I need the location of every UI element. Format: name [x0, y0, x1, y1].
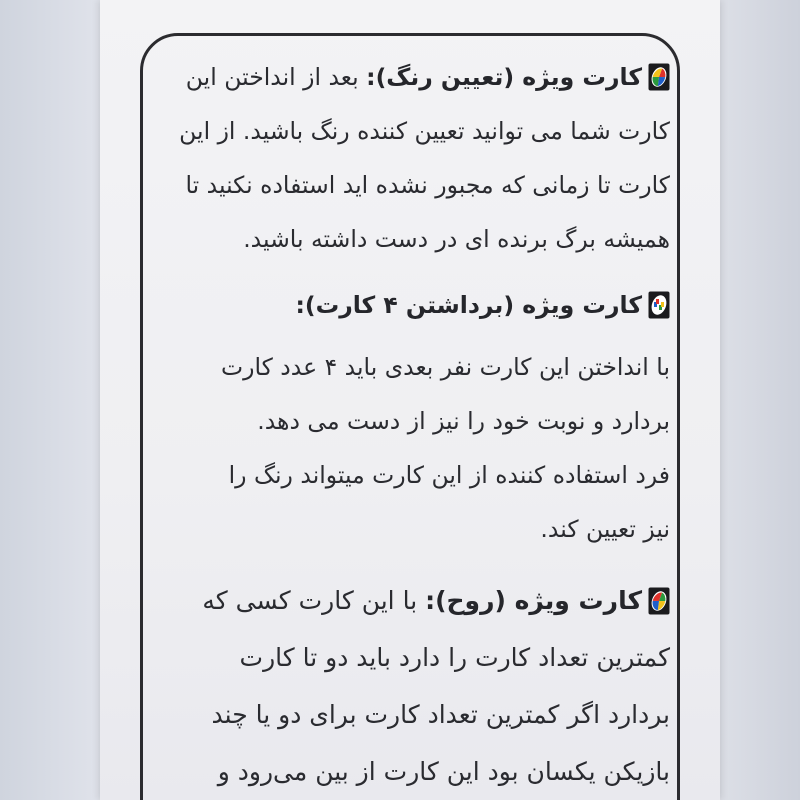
section-1-line-1: کارت شما می توانید تعیین کننده رنگ باشید. از این [179, 117, 670, 145]
section-1-heading-line [125, 62, 670, 92]
section-2-heading-line [125, 290, 670, 320]
section-2-line-2: بردارد و نوبت خود را نیز از دست می دهد. [257, 407, 670, 435]
draw-four-card-icon [648, 291, 670, 319]
spirit-card-icon [648, 587, 670, 615]
section-3-line-3: بازیکن یکسان بود این کارت از بین می‌رود و [217, 757, 670, 786]
section-2-line-4: نیز تعیین کند. [540, 515, 670, 543]
section-3-line-1: کمترین تعداد کارت را دارد باید دو تا کارت [239, 643, 670, 672]
wild-color-card-icon [648, 63, 670, 91]
section-2-line-1: با انداختن این کارت نفر بعدی باید ۴ عدد کارت [220, 353, 670, 381]
section-1-line-3: همیشه برگ برنده ای در دست داشته باشید. [243, 225, 670, 253]
section-3-line-2: بردارد اگر کمترین تعداد کارت برای دو یا چند [211, 700, 670, 729]
section-1-line-2: کارت تا زمانی که مجبور نشده اید استفاده نکنید تا [185, 171, 670, 199]
section-3-title: کارت ویژه (روح): [425, 586, 642, 615]
section-2-title: کارت ویژه (برداشتن ۴ کارت): [295, 291, 642, 319]
section-3-heading-line [125, 586, 670, 616]
section-3-first-line-rest: با این کارت کسی که [202, 586, 418, 615]
section-2-line-3: فرد استفاده کننده از این کارت میتواند رنگ را [228, 461, 670, 489]
section-1-first-line-rest: بعد از انداختن این [185, 63, 359, 91]
section-1-title: کارت ویژه (تعیین رنگ): [366, 63, 642, 91]
